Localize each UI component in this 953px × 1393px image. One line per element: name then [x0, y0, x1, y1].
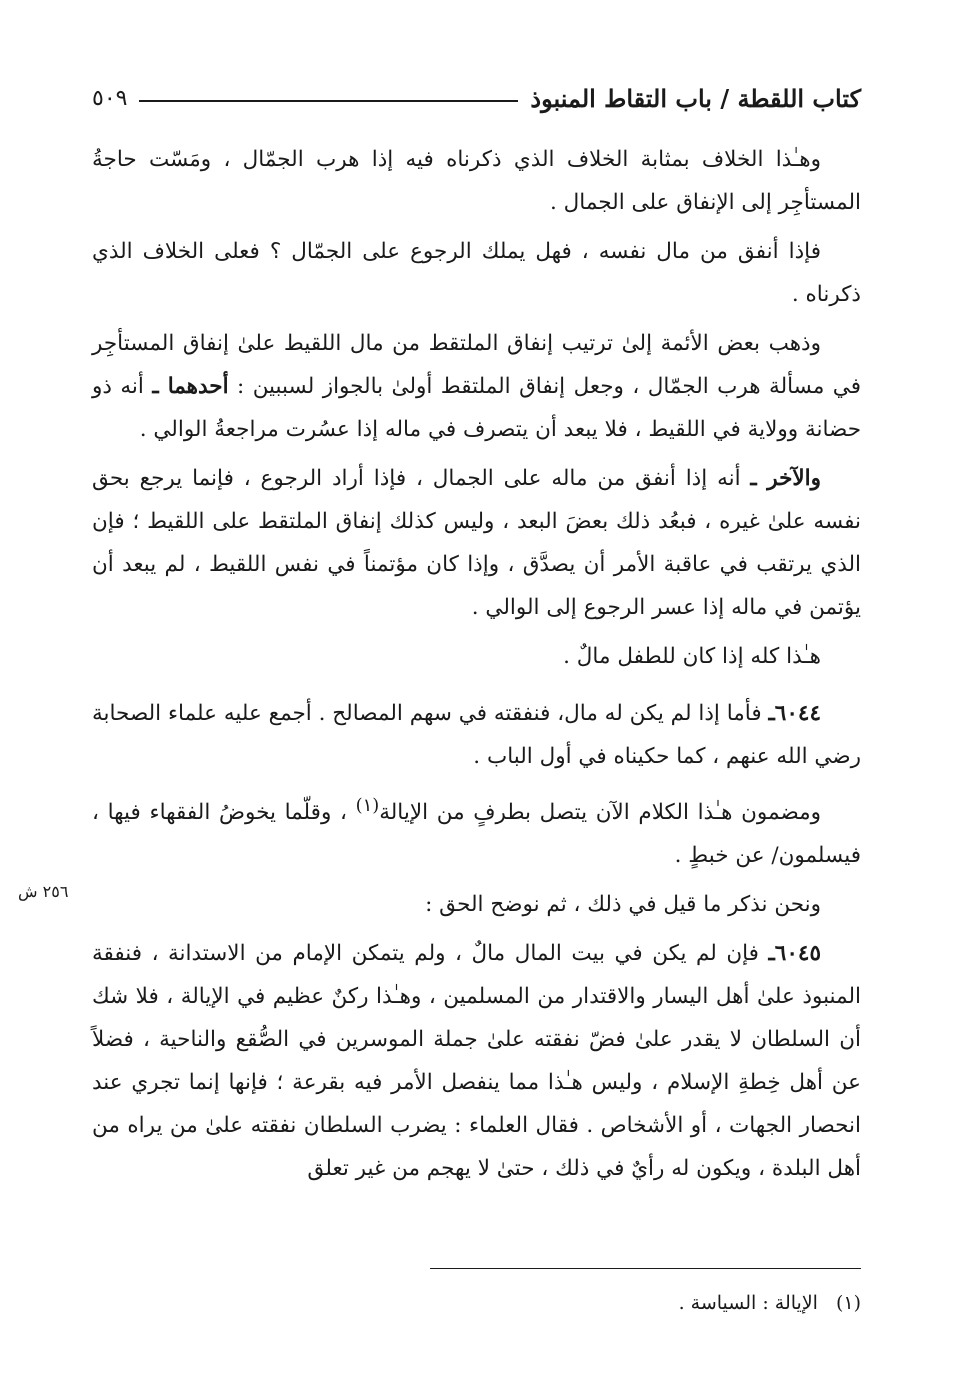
footnote-text: الإيالة : السياسة . [678, 1292, 818, 1314]
paragraph-7-text-a: ومضمون هـٰذا الكلام الآن يتصل بطرفٍ من الإيالة [379, 800, 821, 826]
paragraph-3-lead-term: أحدهما ـ [152, 374, 229, 399]
section-number-6045: ٦٠٤٥ـ [768, 941, 821, 967]
section-6044-text: فأما إذا لم يكن له مال، فنفقته في سهم المصالح . أجمع عليه علماء الصحابة رضي الله عنهم ، كما حكيناه في أول الباب . [92, 701, 861, 769]
paragraph-4-text: أنه إذا أنفق من ماله على الجمال ، فإذا أراد الرجوع ، فإنما يرجع بحق نفسه علىٰ غيره ، فبعُد ذلك بعضَ البعد ، وليس كذلك إنفاق الملتقط على اللقيط ؛ فإن الذي يرتقب في عاقبة الأمر أن يصدَّق ، وإذا كان مؤتمناً في نفس اللقيط ، لم يبعد أن يؤتمن في ماله إذا عسر الرجوع إلى الوالي . [92, 466, 861, 620]
page-number: ٥٠٩ [92, 85, 128, 111]
paragraph-3-text-a: وذهب بعض الأئمة إلىٰ ترتيب إنفاق الملتقط من مال اللقيط علىٰ إنفاق المستأجِر في مسألة هرب الجمّال ، وجعل إنفاق الملتقط أولىٰ بالجواز لسببين : [92, 331, 862, 399]
running-header [92, 78, 861, 118]
paragraph-4-lead-term: والآخر ـ [750, 466, 821, 491]
section-6045 [92, 932, 861, 1190]
paragraph-3 [92, 322, 861, 451]
paragraph-7-text-b: ، وقلّما يخوضُ الفقهاء فيها ، فيسلمون/ عن خبطٍ . [92, 800, 861, 869]
paragraph-7 [92, 784, 861, 877]
header-rule [139, 100, 518, 102]
paragraph-5: هـٰذا كله إذا كان للطفل مالٌ . [563, 644, 821, 669]
footnote [92, 1286, 861, 1320]
main-text [92, 138, 861, 1190]
section-number-6044: ٦٠٤٤ـ [768, 701, 821, 726]
paragraph-4 [92, 457, 861, 629]
manuscript-margin-note: ٢٥٦ ش [18, 882, 69, 901]
section-6044 [92, 692, 861, 778]
footnote-rule [430, 1268, 861, 1269]
paragraph-3-text-b: أنه ذو حضانة وولاية في اللقيط ، فلا يبعد أن يتصرف في ماله إذا عسُرت مراجعةُ الوالي . [92, 374, 861, 442]
paragraph-1: وهـٰذا الخلاف بمثابة الخلاف الذي ذكرناه فيه إذا هرب الجمّال ، ومَسّت حاجةُ المستأجِر إلى الإنفاق على الجمال . [92, 147, 861, 215]
paragraph-8: ونحن نذكر ما قيل في ذلك ، ثم نوضح الحق : [425, 892, 821, 918]
paragraph-2: فإذا أنفق من مال نفسه ، فهل يملك الرجوع على الجمّال ؟ فعلى الخلاف الذي ذكرناه . [92, 239, 861, 307]
chapter-title: كتاب اللقطة / باب التقاط المنبوذ [530, 83, 861, 113]
footnote-ref: (١) [355, 795, 380, 816]
footnote-number: (١) [835, 1292, 861, 1314]
section-6045-text: فإن لم يكن في بيت المال مالٌ ، ولم يتمكن الإمام من الاستدانة ، فنفقة المنبوذ علىٰ أهل اليسار والاقتدار من المسلمين ، وهـٰذا ركنٌ عظيم في الإيالة ، فلا شك أن السلطان لا يقدر علىٰ فضّ نفقته علىٰ جملة الموسرين في الصُّقع والناحية ، فضلاً عن أهل خِطةِ الإسلام ، وليس هـٰذا مما ينفصل الأمر فيه بقرعة ؛ فإنها إنما تجري عند انحصار الجهات ، أو الأشخاص . فقال العلماء : يضرب السلطان نفقته علىٰ من يراه من أهل البلدة ، ويكون له رأيٌ في ذلك ، حتىٰ لا يهجم من غير تعلق [92, 941, 861, 1182]
